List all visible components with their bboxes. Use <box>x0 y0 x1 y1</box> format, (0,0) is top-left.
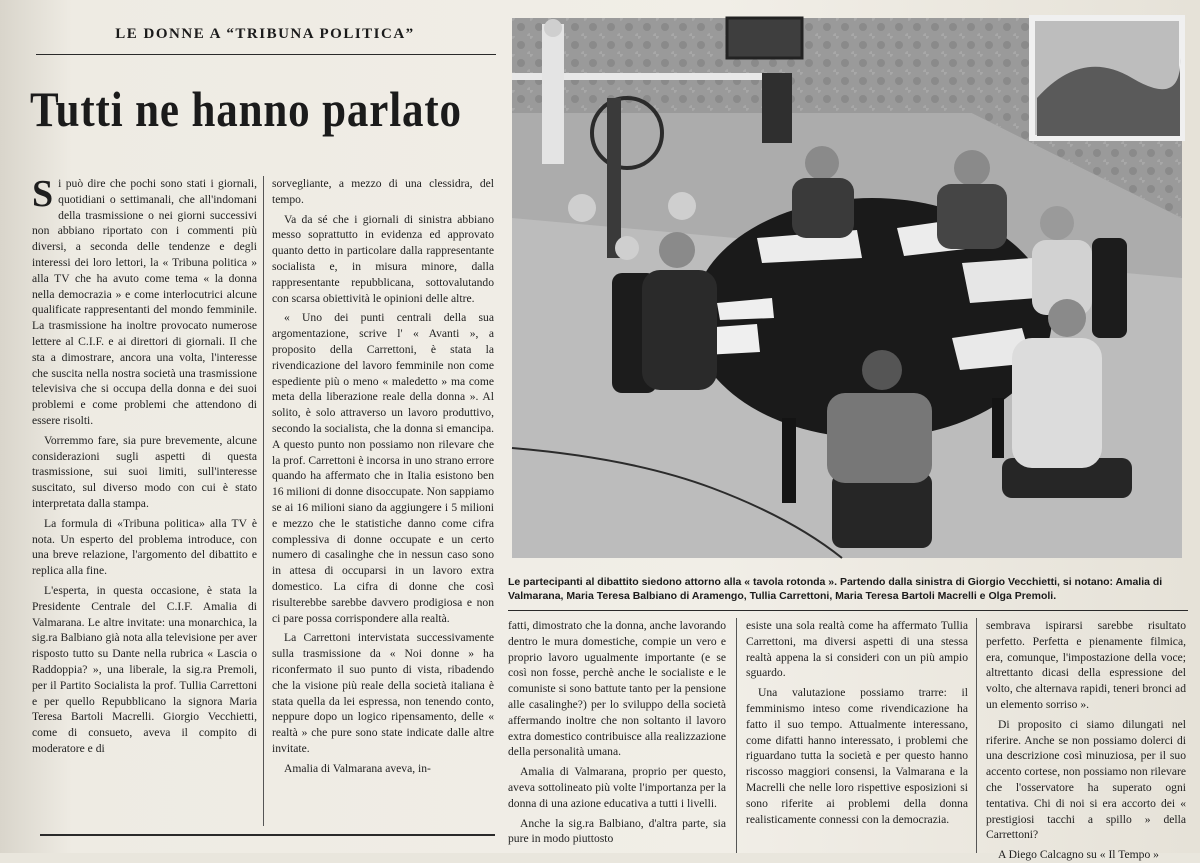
column-divider <box>263 176 264 826</box>
article-column-3 <box>508 618 726 853</box>
paragraph: sembrava ispirarsi sarebbe risultato perfetto. Perfetta e pienamente filmica, era, comunque, l'impostazione della voce; altrettanto dicasi della espressione del volto, che alternava rapidi, teneri bronci ad un elemento sorriso ». <box>986 619 1186 711</box>
bottom-rule <box>40 834 495 836</box>
article-column-2 <box>272 176 494 826</box>
article-headline: Tutti ne hanno parlato <box>30 81 462 137</box>
kicker-rule <box>36 54 496 55</box>
column-divider <box>736 618 737 853</box>
drop-cap: S <box>32 173 54 215</box>
paragraph: sorvegliante, a mezzo di una clessidra, del tempo. <box>272 177 494 206</box>
column-divider <box>976 618 977 853</box>
paragraph: Amalia di Valmarana, proprio per questo, aveva sottolineato più volte l'importanza per la donna di una azione educativa a tutti i livelli. <box>508 765 726 810</box>
article-column-1 <box>32 173 257 842</box>
paragraph: La formula di «Tribuna politica» alla TV è nota. Un esperto del problema introduce, con una breve relazione, l'argomento del dibattito e replica alla fine. <box>32 516 257 578</box>
paragraph: Amalia di Valmarana aveva, in- <box>284 761 431 775</box>
paragraph: Vorremmo fare, sia pure brevemente, alcune considerazioni sugli aspetti di questa trasmissione, sui suoi limiti, sull'interesse suscitato, sul diverso modo con cui è stato interpretata dalla stampa. <box>32 433 257 510</box>
photo-caption: Le partecipanti al dibattito siedono attorno alla « tavola rotonda ». Partendo dalla sinistra di Giorgio Vecchietti, si notano: Amalia di Valmarana, Maria Teresa Balbiano di Aramengo, Tullia Carrettoni, Maria Teresa Bartoli Macrelli e Olga Premoli. <box>508 576 1163 602</box>
paragraph: i può dire che pochi sono stati i giornali, quotidiani o settimanali, che all'indomani della trasmissione o nei giorni successivi non abbiano riportato con i commenti più diversi, a seconda delle tendenze e degli interessi dei loro lettori, la « Tribuna politica » alla TV che ha avuto come tema « la donna nella democrazia » e come interlocutrici alcune qualificate rappresentanti del mondo femminile. La trasmissione ha inoltre provocato numerose lettere al C.I.F. e ai direttori di giornali. Il che sta a dimostrare, ancora una volta, l'interesse che suscita nella nostra società una trasmissione televisiva che si occupa della donna e dei suoi problemi e come problemi che attendono di essere risolti. <box>32 177 257 427</box>
article-column-5 <box>986 618 1186 862</box>
round-table-photo <box>512 18 1182 558</box>
paragraph: esiste una sola realtà come ha affermato Tullia Carrettoni, ma diversi aspetti di una stessa realtà appena la si consideri con un più ampio sguardo. <box>746 619 968 680</box>
paragraph: A Diego Calcagno su « Il Tempo » <box>998 848 1159 862</box>
paragraph: L'esperta, in questa occasione, è stata la Presidente Centrale del C.I.F. Amalia di Valmarana. Le altre invitate: una monarchica, la sig.ra Balbiano già nota alla televisione per aver risposto tutto su Dante nella rubrica « Lascia o Raddoppia? », una liberale, la sig.ra Premoli, per il Partito Socialista la prof. Tullia Carrettoni e per quello Repubblicano la signora Maria Teresa Bartoli Macrelli. Giorgio Vecchietti, come di consueto, aveva il compito di moderatore e di <box>32 583 257 755</box>
article-kicker: LE DONNE A “TRIBUNA POLITICA” <box>115 26 415 42</box>
paragraph: fatti, dimostrato che la donna, anche lavorando dentro le mura domestiche, compie un vero e proprio lavoro ugualmente importante (e se così non fosse, perchè anche le socialiste e le comuniste si sono battute tanto per la pensione alle casalinghe?) per lo sviluppo della società affermando inoltre che non soltanto il lavoro extra domestico contribuisce alla realizzazione della personalità umana. <box>508 619 726 759</box>
paragraph: Anche la sig.ra Balbiano, d'altra parte, sia pure in modo piuttosto <box>508 816 726 846</box>
caption-rule <box>508 610 1188 611</box>
photo-illustration <box>512 18 1182 558</box>
paragraph: Di proposito ci siamo dilungati nel riferire. Anche se non possiamo dolerci di una descrizione così minuziosa, per il suo accento cortese, non possiamo non rilevare che l'osservatore ha superato ogni tentativa. Chi di noi si era accorto dei « prestigiosi tacchi a spillo » della Carrettoni? <box>986 717 1186 842</box>
article-column-4 <box>746 618 968 853</box>
paragraph: Una valutazione possiamo trarre: il femminismo inteso come rivendicazione ha fatto il suo tempo. Attualmente interessano, come difatti hanno interessato, i problemi che riguardano tutta la società e per questo hanno riscosso maggiori consensi, la Valmarana e la Macrelli che nelle loro rispettive esposizioni si sono riferite ai problemi della donna realisticamente connessi con la democrazia. <box>746 686 968 826</box>
paragraph: La Carrettoni intervistata successivamente sulla trasmissione da « Noi donne » ha riconfermato il suo punto di vista, ribadendo che la visione più reale della società italiana è stata quella da lei espressa, non tenendo conto, neppure dopo un logico ripensamento, delle « realtà » che pure sono state indicate dalle altre invitate. <box>272 631 494 755</box>
paragraph: Va da sé che i giornali di sinistra abbiano messo soprattutto in evidenza ed approvato quanto detto in particolare dalla rappresentante socialista e, in misura minore, dalla rappresentante repubblicana, sottovalutando con scarsa obiettività le opinioni delle altre. <box>272 212 494 305</box>
paragraph: « Uno dei punti centrali della sua argomentazione, scrive l' « Avanti », a proposito della Carrettoni, è stata la rivendicazione del lavoro femminile non come espediente più o meno « maledetto » ma come meta della liberazione reale della donna ». Al solito, è solo attraverso un lavoro produttivo, secondo la socialista, che la donna si emancipa. A questo punto non possiamo non rilevare che la prof. Carrettoni è incorsa in uno strano errore quando ha affermato che in Italia esistono ben 16 milioni di donne disoccupate. Non sappiamo se ai 16 milioni siano da aggiungere i 5 milioni e mezzo che le statistiche danno come cifra complessiva di donne occupate e un certo numero di casalinghe che in nessun caso sono in attesa di occuparsi in un lavoro extra domestico. La cifra di donne che così risulterebbe sarebbe davvero prodigiosa e non ci pare possa corrispondere alla realtà. <box>272 311 494 625</box>
